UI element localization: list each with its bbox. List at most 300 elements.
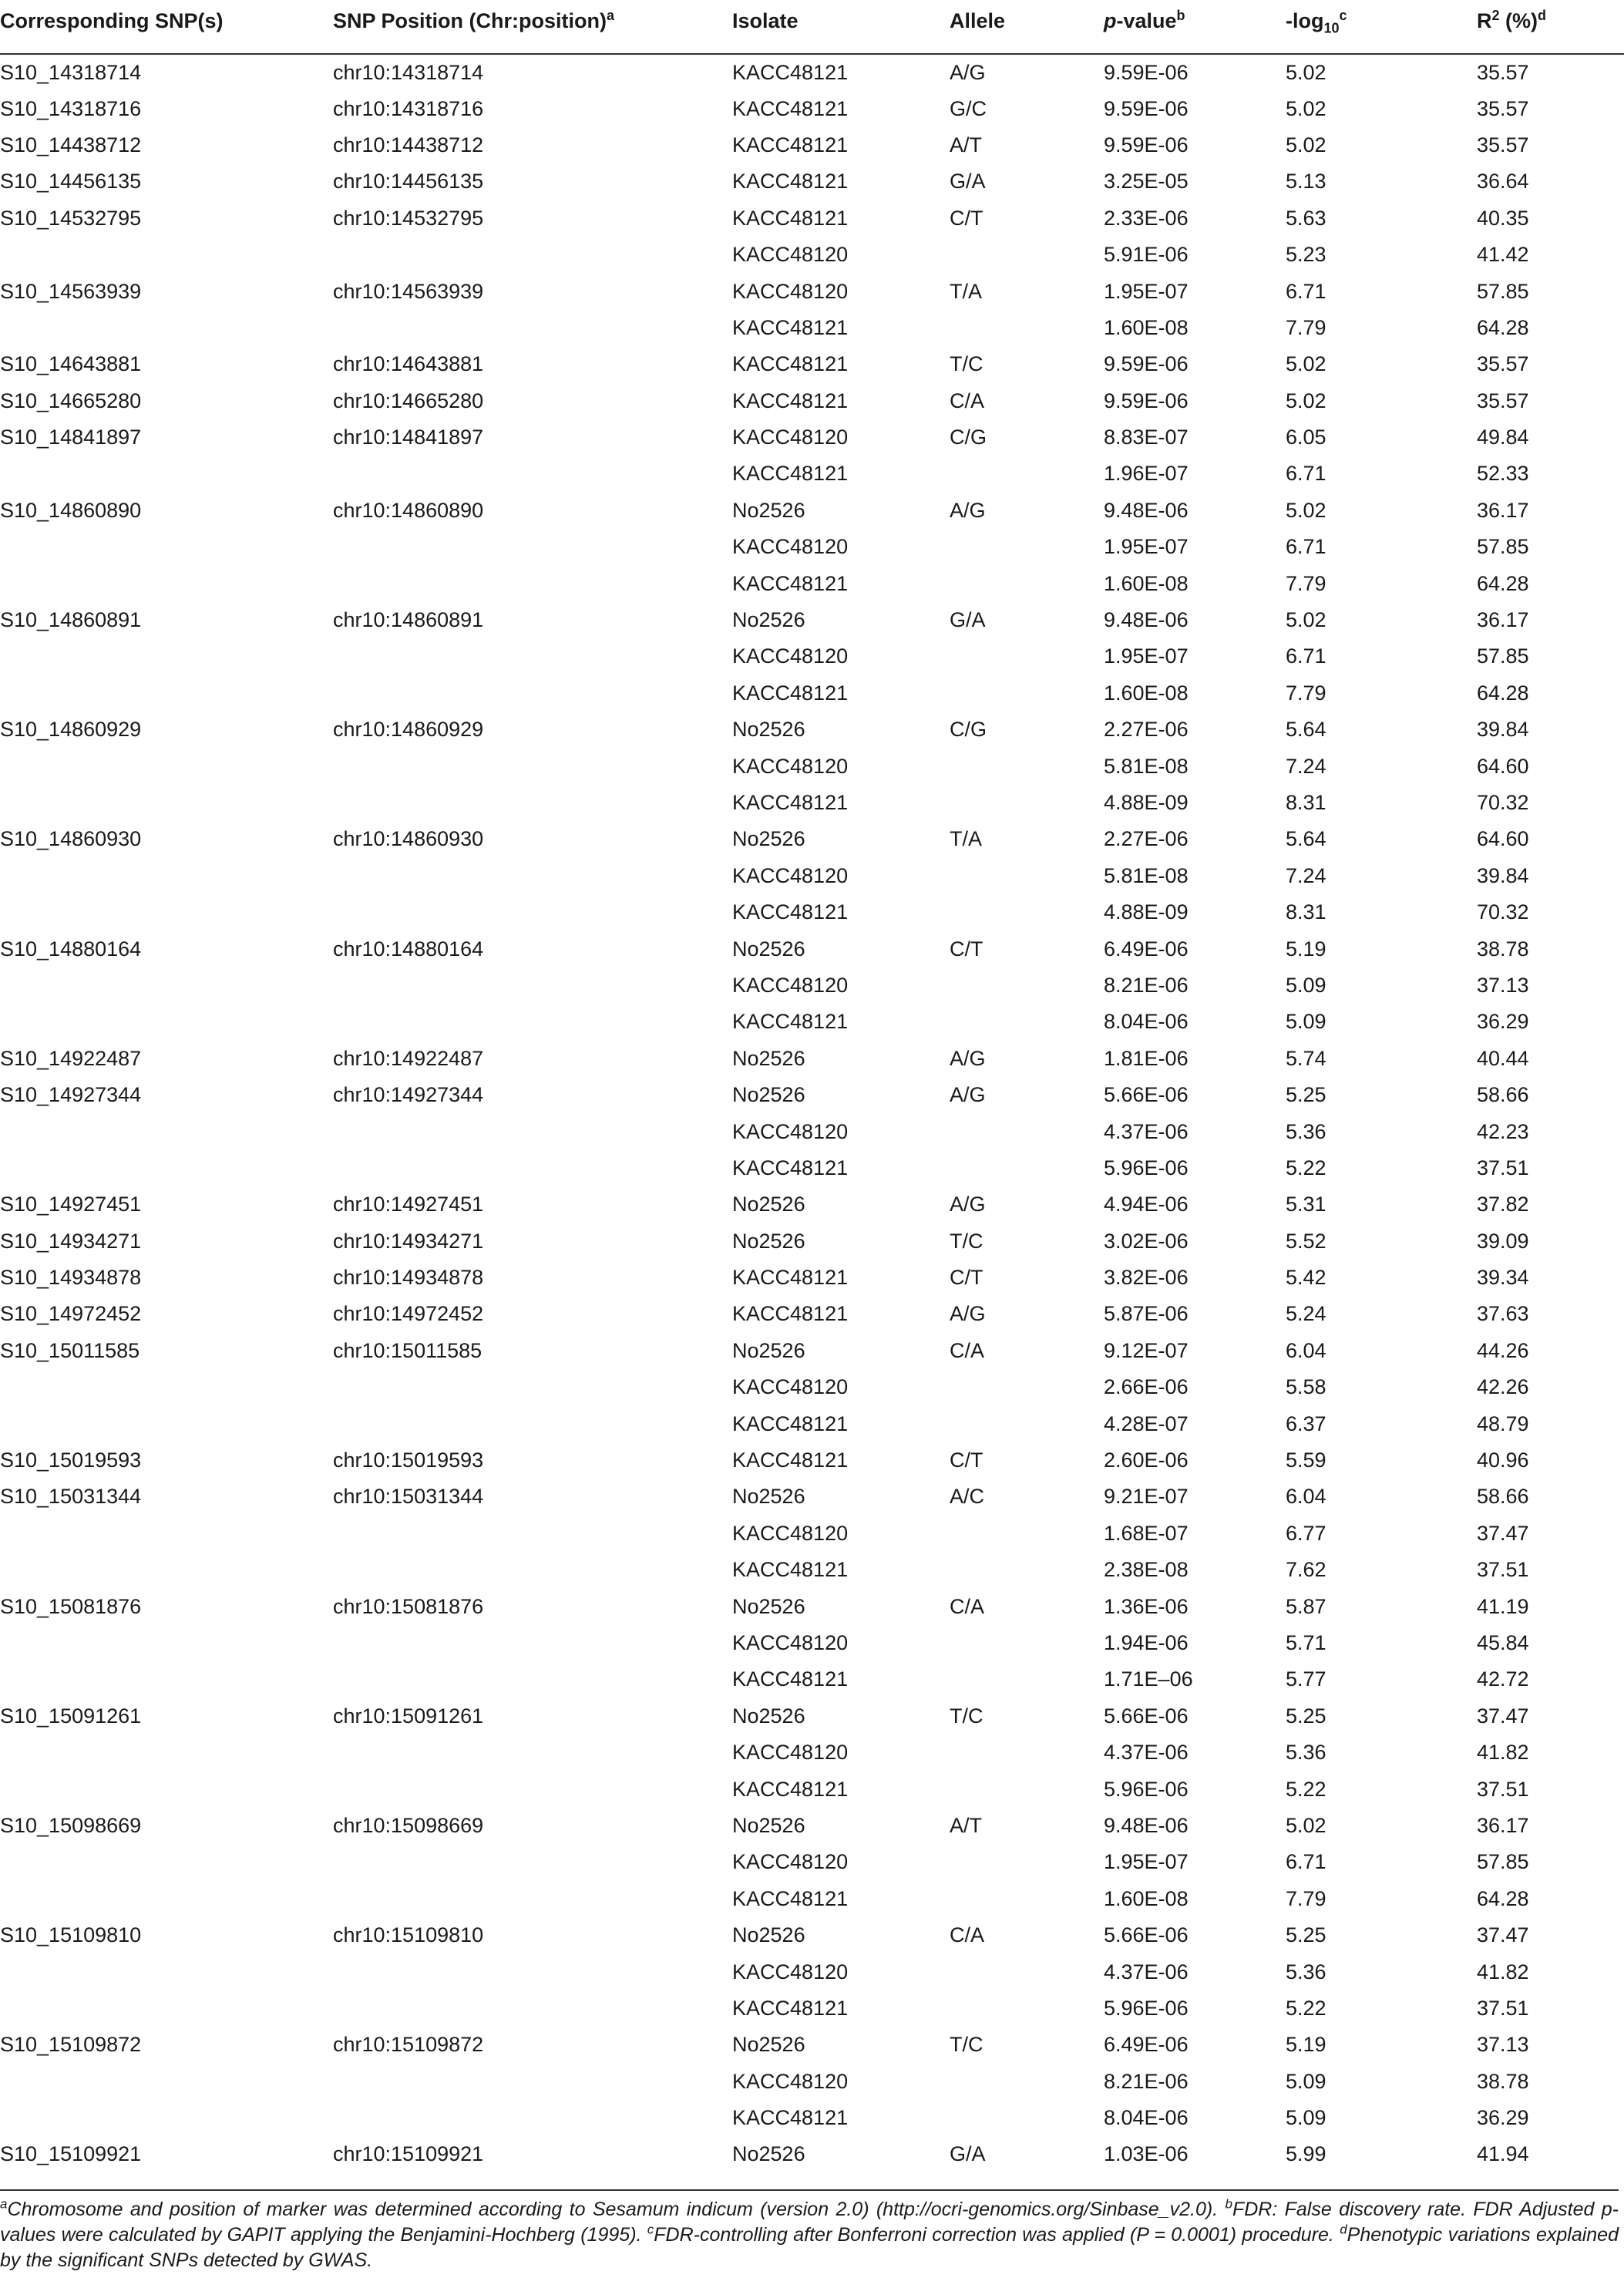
snp-cell: S10_14318714 — [0, 60, 142, 84]
snp-cell — [0, 1625, 333, 1661]
table-row — [0, 2063, 1624, 2099]
allele-cell — [950, 1150, 1104, 1186]
log10-cell: 5.02 — [1286, 1813, 1326, 1837]
position-cell: chr10:14860890 — [333, 498, 484, 522]
r2-cell: 40.35 — [1477, 206, 1529, 230]
table-row — [0, 1333, 1624, 1369]
r2-cell: 35.57 — [1477, 60, 1529, 84]
snp-cell — [0, 310, 333, 346]
isolate-cell: No2526 — [732, 1229, 805, 1253]
log10-cell: 5.02 — [1286, 608, 1326, 632]
log10-cell: 7.62 — [1286, 1558, 1326, 1582]
position-cell: chr10:14860929 — [333, 718, 484, 742]
allele-cell: T/C — [950, 1704, 983, 1728]
isolate-cell: KACC48121 — [732, 96, 849, 120]
pvalue-cell: 1.95E-07 — [1104, 279, 1189, 303]
log10-cell: 5.02 — [1286, 133, 1326, 156]
allele-cell: C/T — [950, 1266, 983, 1290]
snp-cell: S10_15109921 — [0, 2142, 142, 2166]
table-row — [0, 1260, 1624, 1296]
pvalue-cell: 4.88E-09 — [1104, 791, 1189, 814]
table-row — [0, 1844, 1624, 1880]
pvalue-cell: 4.37E-06 — [1104, 1741, 1189, 1765]
snp-cell: S10_14927344 — [0, 1083, 142, 1107]
position-cell — [333, 1735, 732, 1771]
allele-cell — [950, 529, 1104, 565]
allele-cell — [950, 237, 1104, 273]
pvalue-cell: 9.48E-06 — [1104, 608, 1189, 632]
r2-cell: 35.57 — [1477, 96, 1529, 120]
isolate-cell: KACC48121 — [732, 1411, 849, 1435]
position-cell — [333, 1405, 732, 1442]
header-isolate: Isolate — [732, 9, 799, 32]
table-row — [0, 1077, 1624, 1113]
snp-cell — [0, 1405, 333, 1442]
log10-cell: 7.79 — [1286, 1886, 1326, 1910]
table-row — [0, 1041, 1624, 1077]
r2-cell: 64.28 — [1477, 681, 1529, 705]
r2-cell: 64.28 — [1477, 571, 1529, 595]
pvalue-cell: 5.66E-06 — [1104, 1923, 1189, 1947]
isolate-cell: KACC48121 — [732, 1558, 849, 1582]
isolate-cell: KACC48120 — [732, 535, 849, 559]
allele-cell — [950, 1881, 1104, 1917]
pvalue-cell: 1.60E-08 — [1104, 315, 1189, 339]
log10-cell: 5.71 — [1286, 1630, 1326, 1654]
r2-cell: 39.34 — [1477, 1266, 1529, 1290]
table-row — [0, 1771, 1624, 1807]
snp-cell — [0, 1990, 333, 2027]
table-row — [0, 858, 1624, 894]
table-row — [0, 456, 1624, 492]
table-row — [0, 712, 1624, 748]
r2-cell: 57.85 — [1477, 644, 1529, 668]
log10-cell: 5.02 — [1286, 389, 1326, 412]
snp-cell — [0, 1150, 333, 1186]
isolate-cell: No2526 — [732, 1193, 805, 1216]
isolate-cell: No2526 — [732, 1704, 805, 1728]
log10-cell: 5.09 — [1286, 973, 1326, 997]
snp-cell — [0, 894, 333, 930]
snp-cell — [0, 1735, 333, 1771]
table-row — [0, 565, 1624, 601]
r2-cell: 42.23 — [1477, 1119, 1529, 1143]
snp-cell — [0, 1661, 333, 1697]
allele-cell: A/G — [950, 1083, 986, 1107]
pvalue-cell: 8.21E-06 — [1104, 973, 1189, 997]
snp-cell: S10_15109872 — [0, 2033, 142, 2057]
snp-cell — [0, 638, 333, 675]
table-row — [0, 127, 1624, 163]
pvalue-cell: 6.49E-06 — [1104, 937, 1189, 961]
allele-cell — [950, 1625, 1104, 1661]
allele-cell — [950, 638, 1104, 675]
table-row — [0, 821, 1624, 857]
isolate-cell: KACC48120 — [732, 644, 849, 668]
table-row — [0, 967, 1624, 1004]
snp-cell — [0, 565, 333, 601]
position-cell — [333, 1004, 732, 1040]
r2-cell: 38.78 — [1477, 2069, 1529, 2093]
log10-cell: 5.36 — [1286, 1960, 1326, 1983]
position-cell — [333, 2063, 732, 2099]
isolate-cell: KACC48120 — [732, 1741, 849, 1765]
log10-cell: 5.19 — [1286, 937, 1326, 961]
table-row — [0, 894, 1624, 930]
snp-cell — [0, 529, 333, 565]
isolate-cell: KACC48121 — [732, 1010, 849, 1034]
snp-cell: S10_14643881 — [0, 352, 142, 376]
position-cell — [333, 1150, 732, 1186]
r2-cell: 64.28 — [1477, 315, 1529, 339]
pvalue-cell: 1.94E-06 — [1104, 1630, 1189, 1654]
r2-cell: 36.29 — [1477, 1010, 1529, 1034]
allele-cell — [950, 1516, 1104, 1552]
r2-cell: 37.47 — [1477, 1521, 1529, 1545]
log10-cell: 6.71 — [1286, 644, 1326, 668]
r2-cell: 35.57 — [1477, 133, 1529, 156]
table-row — [0, 346, 1624, 382]
r2-cell: 37.51 — [1477, 1558, 1529, 1582]
pvalue-cell: 1.95E-07 — [1104, 644, 1189, 668]
position-cell: chr10:14927451 — [333, 1193, 484, 1216]
isolate-cell: KACC48120 — [732, 1630, 849, 1654]
isolate-cell: KACC48120 — [732, 973, 849, 997]
log10-cell: 5.23 — [1286, 243, 1326, 267]
table-row — [0, 1588, 1624, 1624]
isolate-cell: No2526 — [732, 498, 805, 522]
allele-cell — [950, 1661, 1104, 1697]
position-cell: chr10:14456135 — [333, 170, 484, 193]
position-cell: chr10:14934271 — [333, 1229, 484, 1253]
allele-cell: A/G — [950, 1046, 986, 1070]
allele-cell — [950, 1004, 1104, 1040]
isolate-cell: No2526 — [732, 718, 805, 742]
allele-cell: C/A — [950, 1338, 985, 1362]
snp-cell — [0, 675, 333, 712]
log10-cell: 6.71 — [1286, 1850, 1326, 1874]
table-row — [0, 785, 1624, 821]
r2-cell: 64.60 — [1477, 754, 1529, 778]
allele-cell: G/A — [950, 2142, 986, 2166]
r2-cell: 36.29 — [1477, 2106, 1529, 2130]
isolate-cell: KACC48121 — [732, 60, 849, 84]
log10-cell: 5.87 — [1286, 1594, 1326, 1618]
table-row — [0, 1917, 1624, 1953]
pvalue-cell: 9.12E-07 — [1104, 1338, 1189, 1362]
position-cell — [333, 748, 732, 784]
position-cell: chr10:14532795 — [333, 206, 484, 230]
table-row — [0, 1479, 1624, 1515]
snp-cell — [0, 748, 333, 784]
pvalue-cell: 1.60E-08 — [1104, 1886, 1189, 1910]
pvalue-cell: 3.82E-06 — [1104, 1266, 1189, 1290]
r2-cell: 36.17 — [1477, 498, 1529, 522]
pvalue-cell: 9.59E-06 — [1104, 133, 1189, 156]
snp-cell — [0, 1881, 333, 1917]
isolate-cell: KACC48121 — [732, 1667, 849, 1691]
pvalue-cell: 5.96E-06 — [1104, 1156, 1189, 1179]
allele-cell: A/G — [950, 1302, 986, 1326]
log10-cell: 5.09 — [1286, 2069, 1326, 2093]
snp-cell — [0, 1113, 333, 1149]
allele-cell — [950, 1405, 1104, 1442]
isolate-cell: No2526 — [732, 2142, 805, 2166]
snp-cell: S10_14934878 — [0, 1266, 142, 1290]
table-header-row — [0, 0, 1624, 54]
table-row — [0, 1442, 1624, 1479]
table-row — [0, 273, 1624, 309]
pvalue-cell: 1.95E-07 — [1104, 535, 1189, 559]
pvalue-cell: 1.96E-07 — [1104, 462, 1189, 486]
allele-cell: C/T — [950, 206, 983, 230]
pvalue-cell: 1.03E-06 — [1104, 2142, 1189, 2166]
allele-cell: C/G — [950, 426, 987, 449]
isolate-cell: KACC48121 — [732, 133, 849, 156]
isolate-cell: KACC48120 — [732, 1375, 849, 1399]
position-cell: chr10:14860930 — [333, 827, 484, 851]
snp-cell — [0, 967, 333, 1004]
position-cell — [333, 1953, 732, 1990]
allele-cell: G/A — [950, 608, 986, 632]
table-row — [0, 493, 1624, 529]
allele-cell — [950, 1771, 1104, 1807]
table-row — [0, 1808, 1624, 1844]
allele-cell: T/C — [950, 352, 983, 376]
position-cell: chr10:14318716 — [333, 96, 484, 120]
allele-cell — [950, 967, 1104, 1004]
allele-cell: T/C — [950, 2033, 983, 2057]
isolate-cell: No2526 — [732, 1338, 805, 1362]
log10-cell: 7.24 — [1286, 754, 1326, 778]
r2-cell: 37.13 — [1477, 973, 1529, 997]
r2-cell: 64.28 — [1477, 1886, 1529, 1910]
table-row — [0, 930, 1624, 967]
log10-cell: 5.58 — [1286, 1375, 1326, 1399]
table-row — [0, 1223, 1624, 1260]
position-cell: chr10:14972452 — [333, 1302, 484, 1326]
r2-cell: 70.32 — [1477, 900, 1529, 924]
r2-cell: 58.66 — [1477, 1485, 1529, 1509]
log10-cell: 5.36 — [1286, 1119, 1326, 1143]
position-cell: chr10:14563939 — [333, 279, 484, 303]
snp-cell: S10_14841897 — [0, 426, 142, 449]
log10-cell: 5.31 — [1286, 1193, 1326, 1216]
isolate-cell: No2526 — [732, 2033, 805, 2057]
isolate-cell: KACC48121 — [732, 571, 849, 595]
snp-cell: S10_15019593 — [0, 1449, 142, 1472]
snp-cell: S10_15031344 — [0, 1485, 142, 1509]
table-row — [0, 383, 1624, 419]
allele-cell: A/T — [950, 1813, 983, 1837]
isolate-cell: KACC48121 — [732, 791, 849, 814]
header-snp: Corresponding SNP(s) — [0, 9, 224, 32]
allele-cell — [950, 1844, 1104, 1880]
position-cell — [333, 967, 732, 1004]
log10-cell: 5.19 — [1286, 2033, 1326, 2057]
isolate-cell: KACC48121 — [732, 1996, 849, 2020]
r2-cell: 36.17 — [1477, 608, 1529, 632]
allele-cell: T/A — [950, 827, 983, 851]
position-cell — [333, 456, 732, 492]
pvalue-cell: 1.71E–06 — [1104, 1667, 1193, 1691]
r2-cell: 52.33 — [1477, 462, 1529, 486]
isolate-cell: KACC48121 — [732, 1449, 849, 1472]
r2-cell: 58.66 — [1477, 1083, 1529, 1107]
header-pvalue: p-value$^b$ — [1104, 8, 1185, 32]
log10-cell: 5.74 — [1286, 1046, 1326, 1070]
r2-cell: 44.26 — [1477, 1338, 1529, 1362]
allele-cell: C/T — [950, 937, 983, 961]
r2-cell: 37.51 — [1477, 1777, 1529, 1801]
snp-cell: S10_14860929 — [0, 718, 142, 742]
table-row — [0, 1552, 1624, 1588]
isolate-cell: No2526 — [732, 608, 805, 632]
r2-cell: 37.82 — [1477, 1193, 1529, 1216]
position-cell — [333, 2100, 732, 2136]
allele-cell: A/T — [950, 133, 983, 156]
allele-cell — [950, 456, 1104, 492]
pvalue-cell: 6.49E-06 — [1104, 2033, 1189, 2057]
pvalue-cell: 5.81E-08 — [1104, 863, 1189, 887]
log10-cell: 5.42 — [1286, 1266, 1326, 1290]
position-cell: chr10:14934878 — [333, 1266, 484, 1290]
pvalue-cell: 5.87E-06 — [1104, 1302, 1189, 1326]
log10-cell: 5.36 — [1286, 1741, 1326, 1765]
header-r2: $R^2$ (%)$^d$ — [1477, 8, 1547, 32]
isolate-cell: KACC48120 — [732, 1119, 849, 1143]
position-cell — [333, 785, 732, 821]
table-row — [0, 310, 1624, 346]
snp-cell: S10_15109810 — [0, 1923, 142, 1947]
snp-cell — [0, 1516, 333, 1552]
snp-cell — [0, 1004, 333, 1040]
table-row — [0, 675, 1624, 712]
allele-cell — [950, 675, 1104, 712]
pvalue-cell: 5.66E-06 — [1104, 1704, 1189, 1728]
table-row — [0, 602, 1624, 638]
position-cell: chr10:14841897 — [333, 426, 484, 449]
table-row — [0, 1296, 1624, 1332]
table-row — [0, 638, 1624, 675]
position-cell: chr10:15109810 — [333, 1923, 484, 1947]
r2-cell: 35.57 — [1477, 352, 1529, 376]
snp-cell — [0, 858, 333, 894]
isolate-cell: KACC48121 — [732, 206, 849, 230]
position-cell — [333, 1625, 732, 1661]
allele-cell: G/A — [950, 170, 986, 193]
log10-cell: 5.22 — [1286, 1996, 1326, 2020]
r2-cell: 37.51 — [1477, 1156, 1529, 1179]
pvalue-cell: 3.25E-05 — [1104, 170, 1189, 193]
isolate-cell: KACC48121 — [732, 1266, 849, 1290]
isolate-cell: No2526 — [732, 1813, 805, 1837]
pvalue-cell: 4.88E-09 — [1104, 900, 1189, 924]
pvalue-cell: 5.81E-08 — [1104, 754, 1189, 778]
isolate-cell: KACC48120 — [732, 2069, 849, 2093]
allele-cell: C/A — [950, 1594, 985, 1618]
table-row — [0, 2100, 1624, 2136]
r2-cell: 64.60 — [1477, 827, 1529, 851]
isolate-cell: No2526 — [732, 1594, 805, 1618]
isolate-cell: KACC48121 — [732, 1886, 849, 1910]
r2-cell: 41.94 — [1477, 2142, 1529, 2166]
log10-cell: 8.31 — [1286, 791, 1326, 814]
snp-cell — [0, 2063, 333, 2099]
snp-cell — [0, 237, 333, 273]
position-cell — [333, 1990, 732, 2027]
position-cell: chr10:14665280 — [333, 389, 484, 412]
log10-cell: 5.02 — [1286, 96, 1326, 120]
log10-cell: 6.04 — [1286, 1485, 1326, 1509]
isolate-cell: KACC48120 — [732, 279, 849, 303]
pvalue-cell: 8.83E-07 — [1104, 426, 1189, 449]
table-row — [0, 2027, 1624, 2063]
pvalue-cell: 8.04E-06 — [1104, 1010, 1189, 1034]
table-row — [0, 529, 1624, 565]
isolate-cell: KACC48121 — [732, 315, 849, 339]
position-cell — [333, 529, 732, 565]
snp-cell — [0, 1953, 333, 1990]
position-cell — [333, 1113, 732, 1149]
r2-cell: 45.84 — [1477, 1630, 1529, 1654]
pvalue-cell: 9.48E-06 — [1104, 1813, 1189, 1837]
isolate-cell: KACC48121 — [732, 2106, 849, 2130]
log10-cell: 5.25 — [1286, 1083, 1326, 1107]
table-row — [0, 748, 1624, 784]
position-cell — [333, 1552, 732, 1588]
allele-cell — [950, 1953, 1104, 1990]
log10-cell: 5.77 — [1286, 1667, 1326, 1691]
allele-cell: G/C — [950, 96, 987, 120]
allele-cell: C/T — [950, 1449, 983, 1472]
isolate-cell: KACC48120 — [732, 243, 849, 267]
r2-cell: 40.96 — [1477, 1449, 1529, 1472]
position-cell: chr10:15011585 — [333, 1338, 482, 1362]
log10-cell: 6.04 — [1286, 1338, 1326, 1362]
allele-cell — [950, 858, 1104, 894]
log10-cell: 6.37 — [1286, 1411, 1326, 1435]
r2-cell: 37.13 — [1477, 2033, 1529, 2057]
r2-cell: 37.47 — [1477, 1704, 1529, 1728]
allele-cell: A/G — [950, 60, 986, 84]
table-row — [0, 1186, 1624, 1223]
snp-cell — [0, 1552, 333, 1588]
r2-cell: 38.78 — [1477, 937, 1529, 961]
allele-cell — [950, 748, 1104, 784]
position-cell: chr10:15031344 — [333, 1485, 484, 1509]
table-row — [0, 90, 1624, 126]
isolate-cell: KACC48120 — [732, 1521, 849, 1545]
snp-cell: S10_14972452 — [0, 1302, 142, 1326]
table-row — [0, 1881, 1624, 1917]
position-cell: chr10:14318714 — [333, 60, 484, 84]
snp-cell: S10_14456135 — [0, 170, 142, 193]
pvalue-cell: 1.68E-07 — [1104, 1521, 1189, 1545]
log10-cell: 5.64 — [1286, 718, 1326, 742]
header-allele: Allele — [950, 9, 1006, 32]
pvalue-cell: 2.27E-06 — [1104, 827, 1189, 851]
log10-cell: 7.24 — [1286, 863, 1326, 887]
header-position: SNP Position (Chr:position)$^a$ — [333, 8, 614, 32]
r2-cell: 41.82 — [1477, 1741, 1529, 1765]
allele-cell — [950, 1552, 1104, 1588]
pvalue-cell: 4.37E-06 — [1104, 1960, 1189, 1983]
log10-cell: 5.64 — [1286, 827, 1326, 851]
position-cell: chr10:15109921 — [333, 2142, 484, 2166]
isolate-cell: No2526 — [732, 1046, 805, 1070]
pvalue-cell: 4.94E-06 — [1104, 1193, 1189, 1216]
